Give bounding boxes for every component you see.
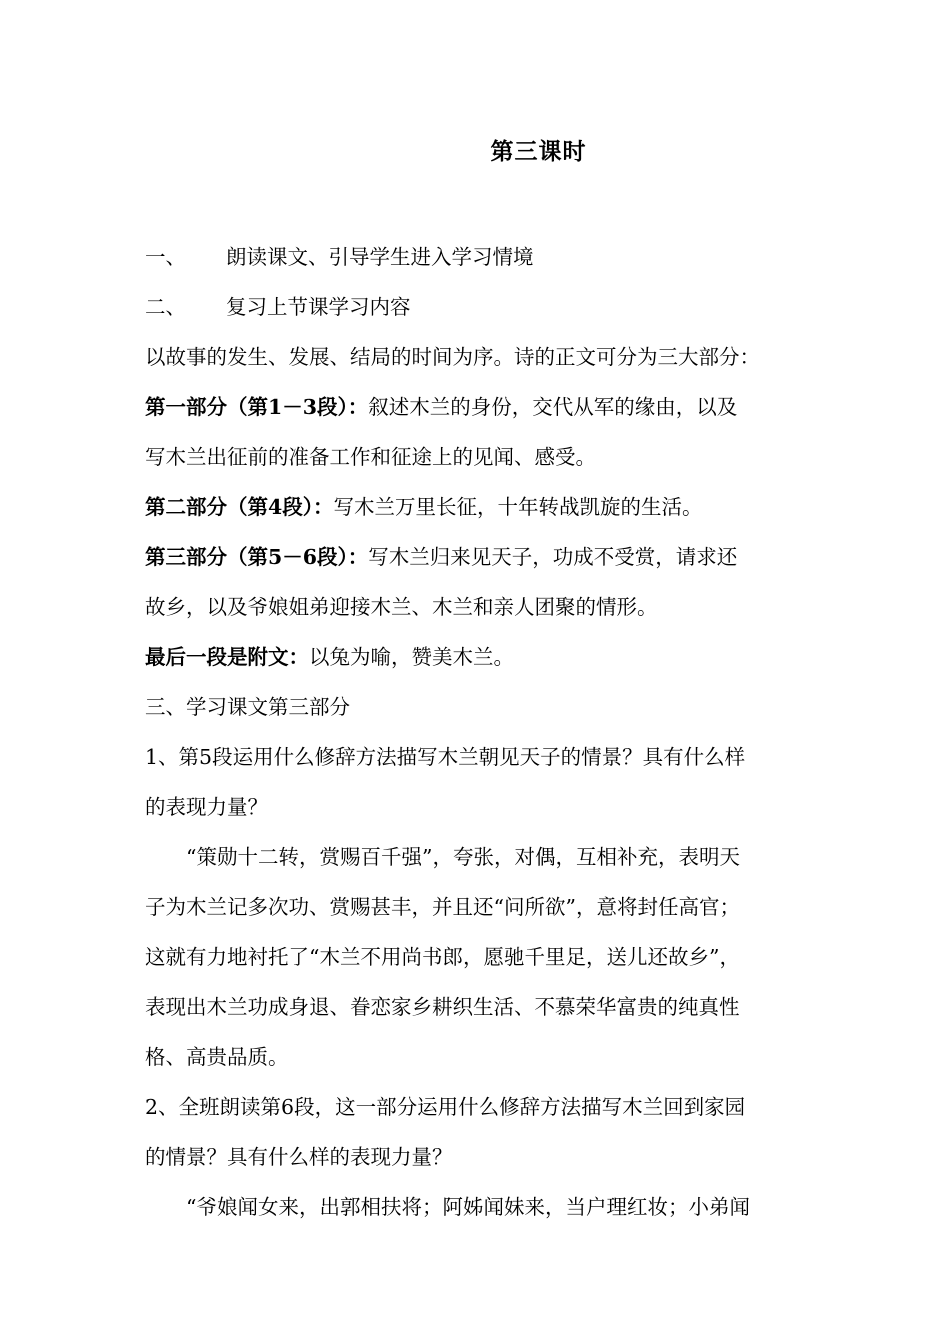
heading-one-text: 朗读课文、引导学生进入学习情境 [226, 245, 534, 269]
question-one-line-1: 1、第5段运用什么修辞方法描写木兰朝见天子的情景？具有什么样 [145, 745, 746, 769]
page-title: 第三课时 [490, 138, 587, 165]
answer-one-line-2: 子为木兰记多次功、赏赐甚丰，并且还“问所欲”，意将封任高官； [145, 895, 740, 919]
part-two-text-1: 写木兰万里长征，十年转战凯旋的生活。 [333, 495, 703, 519]
heading-one-number: 一、 [145, 245, 186, 269]
part-three-text-1: 写木兰归来见天子，功成不受赏，请求还 [368, 545, 738, 569]
part-two-label: 第二部分（第4段）： [145, 495, 334, 519]
answer-one-line-1: “策勋十二转，赏赐百千强”，夸张，对偶，互相补充，表明天 [186, 845, 740, 869]
intro-paragraph: 以故事的发生、发展、结局的时间为序。诗的正文可分为三大部分： [145, 345, 760, 369]
last-section-line [145, 632, 825, 682]
part-one-text-1: 叙述木兰的身份，交代从军的缘由，以及 [368, 395, 738, 419]
last-section-label: 最后一段是附文： [145, 645, 309, 669]
question-one-line-2: 的表现力量？ [145, 795, 268, 819]
part-one-line-1 [145, 382, 825, 432]
heading-two-text: 复习上节课学习内容 [226, 295, 411, 319]
part-three-line-2: 故乡，以及爷娘姐弟迎接木兰、木兰和亲人团聚的情形。 [145, 595, 658, 619]
part-three-line-1 [145, 532, 825, 582]
document-body [145, 232, 825, 1232]
last-section-text: 以兔为喻，赞美木兰。 [309, 645, 514, 669]
answer-one-line-4: 表现出木兰功成身退、眷恋家乡耕织生活、不慕荣华富贵的纯真性 [145, 995, 740, 1019]
answer-two-line-1: “爷娘闻女来，出郭相扶将；阿姊闻妹来，当户理红妆；小弟闻 [186, 1195, 750, 1219]
answer-one-line-5: 格、高贵品质。 [145, 1045, 289, 1069]
part-two-line-1 [145, 482, 825, 532]
part-one-line-2: 写木兰出征前的准备工作和征途上的见闻、感受。 [145, 445, 596, 469]
heading-one [145, 232, 825, 282]
part-one-label: 第一部分（第1－3段）： [145, 395, 369, 419]
part-three-label: 第三部分（第5－6段）： [145, 545, 369, 569]
answer-one-line-3: 这就有力地衬托了“木兰不用尚书郎，愿驰千里足，送儿还故乡”， [145, 945, 740, 969]
heading-three: 三、学习课文第三部分 [145, 695, 350, 719]
question-two-line-2: 的情景？具有什么样的表现力量？ [145, 1145, 453, 1169]
heading-two [145, 282, 825, 332]
question-two-line-1: 2、全班朗读第6段，这一部分运用什么修辞方法描写木兰回到家园 [145, 1095, 746, 1119]
heading-two-number: 二、 [145, 295, 186, 319]
